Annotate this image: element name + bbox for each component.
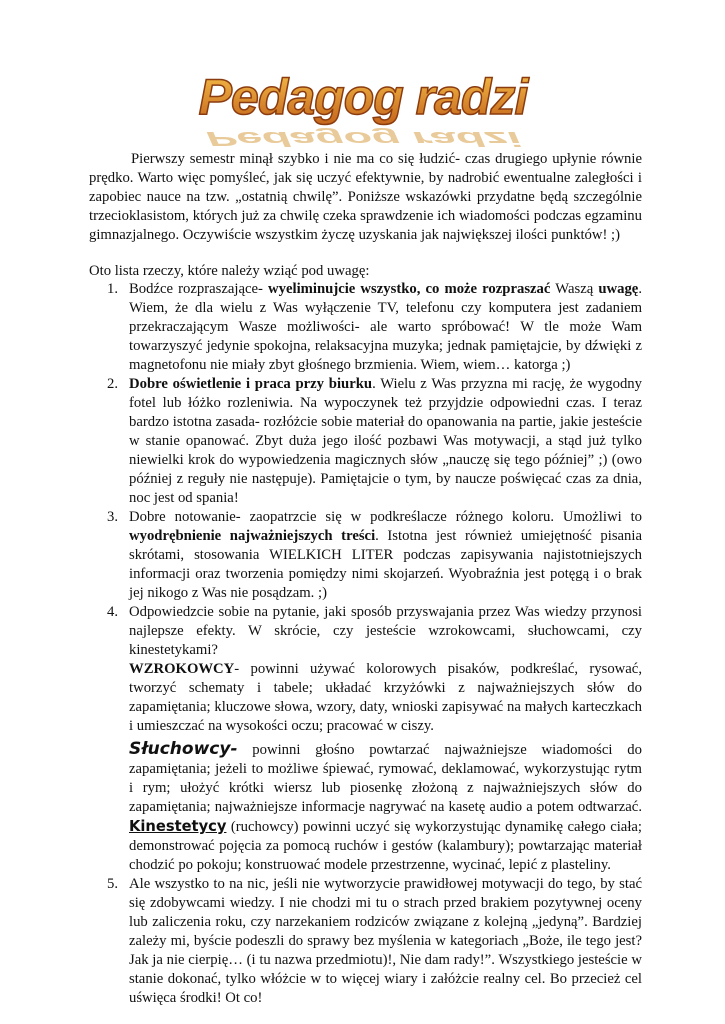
item-text: . Istotna jest również umiejętność pisania skrótami, stosowania WIELKICH LITER podczas zapisywania najistotniejszych informacji oraz tworzenia pomiędzy nimi skojarzeń. Wyobraźnia jest potęgą i o brak jej nikogo z Was nie posądzam. ;)	[129, 528, 643, 601]
item-bold: uwagę	[598, 281, 639, 297]
item-text: . Wiem, że dla wielu z Was wyłączenie TV, telefonu czy komputera jest zadaniem przekraczającym Wasze możliwości- ale warto spróbować! W tle może Wam towarzyszyć jedynie spokojna, relaksacyjna muzyka; jednak pamiętajcie, by dźwięki z magnetofonu nie miały zbyt głośnego brzmienia. Wiem, wiem… katorga ;)	[129, 281, 642, 373]
item-number: 1.	[107, 281, 119, 297]
item-text: (ruchowcy) powinni uczyć się wykorzystując dynamikę całego ciała; demonstrować pojęcia za pomocą ruchów i gestów (kalambury); powtarzając materiał chodzić po pokoju; konstruować modele przestrzenne, wycinać, lepić z plasteliny.	[129, 819, 642, 873]
item-number: 4.	[107, 604, 119, 620]
item-bold: wyeliminujcie wszystko, co może rozpraszać	[268, 281, 551, 297]
sluchowcy-heading: Słuchowcy-	[129, 739, 238, 759]
item-text: - powinni używać kolorowych pisaków, podkreślać, rysować, tworzyć schematy i tabele; układać krzyżówki z najważniejszych słów do zapamiętania; kluczowe słowa, wzory, daty, wnioski zapisywać na małych karteczkach i umieszczać na wysokości oczu; pracować w ciszy.	[129, 661, 642, 734]
pedagog-radzi-logo	[198, 62, 528, 151]
item-number: 2.	[107, 376, 119, 392]
list-item	[107, 508, 643, 603]
advice-list	[89, 280, 642, 1008]
item-text: Bodźce rozpraszające-	[129, 281, 269, 297]
list-item	[107, 875, 642, 1008]
list-lead: Oto lista rzeczy, które należy wziąć pod uwagę:	[89, 263, 370, 279]
list-item	[107, 375, 642, 508]
wzrokowcy-paragraph	[129, 660, 642, 736]
item-text: Odpowiedzcie sobie na pytanie, jaki sposób przyswajania przez Was wiedzy przynosi najlepsze efekty. W skrócie, czy jesteście wzrokowcami, słuchowcami, czy kinestetykami?	[129, 604, 642, 658]
item-bold: wyodrębnienie najważniejszych treści	[129, 528, 376, 544]
list-item	[107, 603, 642, 875]
sluchowcy-paragraph	[129, 740, 642, 875]
item-bold: Dobre oświetlenie i praca przy biurku	[129, 376, 373, 392]
item-text: Dobre notowanie- zaopatrzcie się w podkreślacze różnego koloru. Umożliwi to	[129, 509, 642, 525]
item-number: 3.	[107, 509, 119, 525]
list-item	[107, 280, 642, 375]
logo-reflection-text: Pedagog radzi	[205, 127, 521, 151]
item-text: Ale wszystko to na nic, jeśli nie wytworzycie prawidłowej motywacji do tego, by stać się zdobywcami wiedzy. I nie chodzi mi tu o strach przed brakiem pozytywnej oceny lub zaliczenia roku, czy narzekaniem rodziców związane z kolejną „jedyną”. Bardziej zależy mi, byście podeszli do sprawy bez myślenia w kategoriach „Boże, ile tego jest? Jak ja nie cierpię… (i tu nazwa przedmiotu)!, Nie dam rady!”. Wszystkiego jesteście w stanie dokonać, tylko włóżcie w to więcej wiary i załóżcie realny cel. Bo przecież cel uświęca środki! Ot co!	[129, 876, 642, 1006]
item-text: . Wielu z Was przyzna mi rację, że wygodny fotel lub łóżko rozleniwia. Na wypoczynek też przyjdzie odpowiedni czas. I teraz bardzo istotna zasada- rozłóżcie sobie materiał do opanowania na partie, jakie jesteście w stanie opanować. Zbyt duża jego ilość pozbawi Was motywacji, a stąd już tylko niewielki krok do wypowiedzenia magicznych słów „nauczę się tego później” ;) (owo później z reguły nie następuje). Pamiętajcie o tym, by naucze poświęcać czas za dnia, noc jest od spania!	[129, 376, 642, 506]
intro-paragraph: Pierwszy semestr minął szybko i nie ma co się łudzić- czas drugiego upłynie równie prędko. Warto więc pomyśleć, jak się uczyć efektywnie, by nadrobić ewentualne zaległości i zapobiec nauce na tzw. „ostatnią chwilę”. Poniższe wskazówki przydatne będą szczególnie trzecioklasistom, których już za chwilę czeka sprawdzenie ich wiadomości podczas egzaminu gimnazjalnego. Oczywiście wszystkim życzę uzyskania jak największej ilości punktów! ;)	[89, 151, 642, 243]
logo-text: Pedagog radzi	[198, 69, 528, 125]
item-number: 5.	[107, 876, 119, 892]
wzrokowcy-heading: WZROKOWCY	[129, 661, 235, 677]
item-text: Waszą	[550, 281, 599, 297]
kinestetycy-heading: Kinestetycy	[129, 818, 227, 835]
item-text: powinni głośno powtarzać najważniejsze wiadomości do zapamiętania; jeżeli to możliwe śpiewać, rymować, deklamować, wykorzystując rytm i rym; ułożyć krótki wiersz lub piosenkę złożoną z najważniejszych słów do zapamiętania; najważniejsze informacje nagrywać na kasetę audio a potem odtwarzać.	[129, 742, 642, 815]
